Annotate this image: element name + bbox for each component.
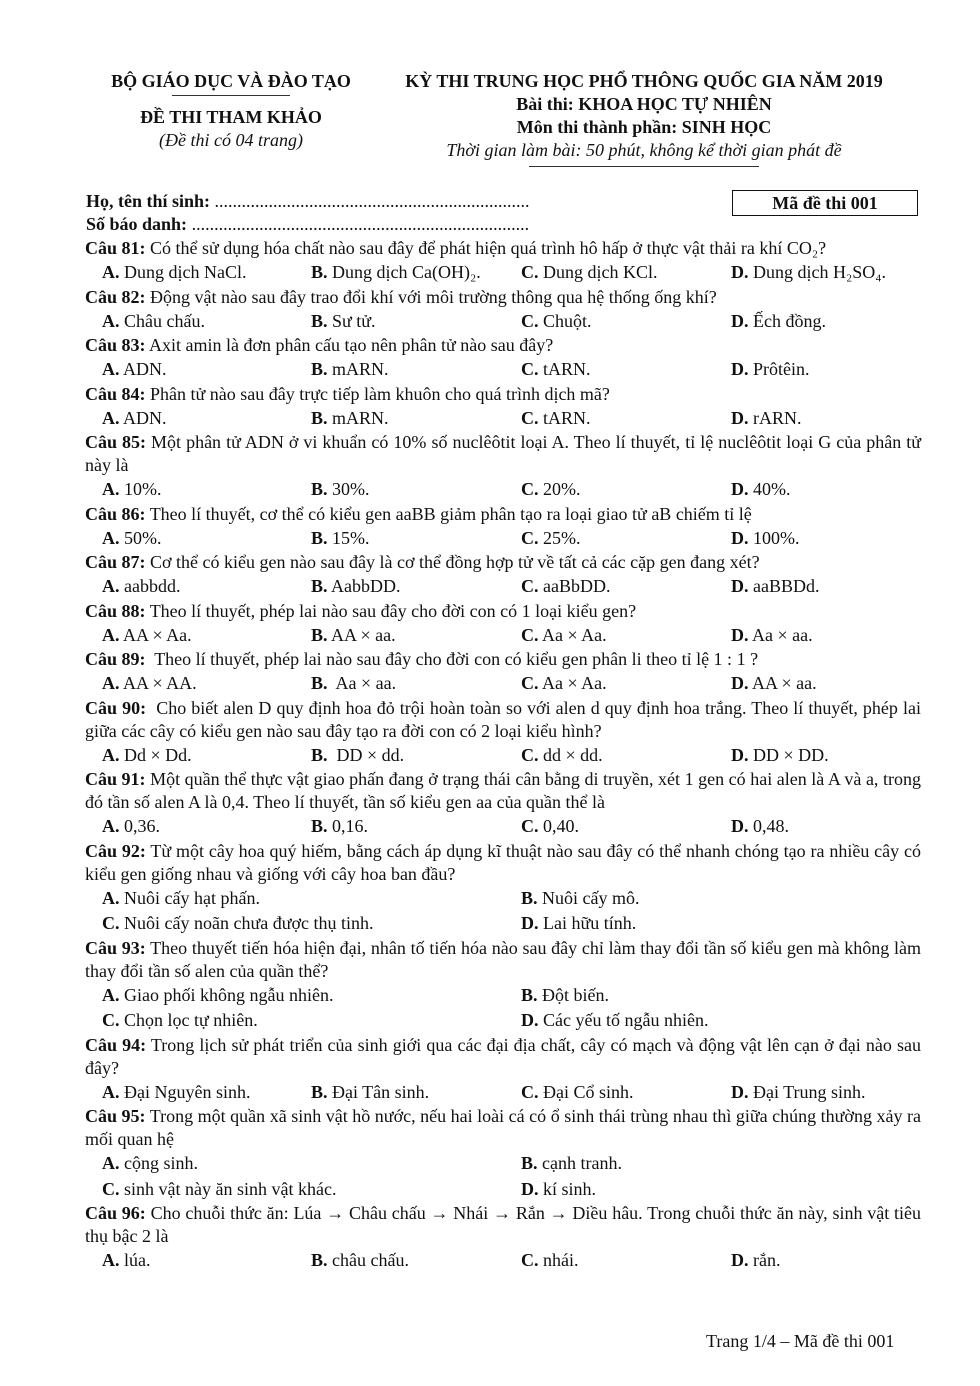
question-item bbox=[85, 286, 921, 335]
option-letter: D. bbox=[731, 310, 749, 331]
option-text: ADN. bbox=[119, 359, 167, 379]
option-text: Nuôi cấy mô. bbox=[537, 887, 640, 908]
option-letter: B. bbox=[311, 744, 328, 765]
question-text: Một quần thể thực vật giao phấn đang ở trạng thái cân bằng di truyền, xét 1 gen có hai alen là A và a, trong đó tần số alen A là 0,4. Theo lí thuyết, tần số kiểu gen aa của quần thể là bbox=[85, 769, 926, 812]
question-list bbox=[85, 237, 926, 1274]
test-name: Bài thi: KHOA HỌC TỰ NHIÊN bbox=[516, 94, 772, 114]
answer-options-row bbox=[85, 911, 921, 937]
answer-option[interactable] bbox=[102, 478, 162, 501]
option-letter: B. bbox=[311, 816, 328, 836]
answer-option[interactable] bbox=[731, 358, 810, 381]
option-text: 25%. bbox=[538, 527, 581, 548]
answer-option[interactable] bbox=[731, 310, 826, 333]
option-letter: C. bbox=[521, 744, 539, 765]
option-letter: B. bbox=[311, 527, 328, 548]
answer-option[interactable] bbox=[521, 815, 579, 838]
answer-option[interactable] bbox=[102, 912, 373, 935]
question-item bbox=[85, 648, 921, 697]
option-letter: C. bbox=[102, 1010, 120, 1030]
answer-option[interactable] bbox=[102, 744, 192, 767]
answer-option[interactable] bbox=[102, 672, 197, 695]
answer-option[interactable] bbox=[731, 744, 829, 767]
option-text: AA × AA. bbox=[119, 673, 197, 693]
option-text: 0,16. bbox=[327, 816, 369, 836]
answer-options-row bbox=[85, 983, 921, 1009]
answer-option[interactable] bbox=[521, 984, 609, 1007]
header-right-divider bbox=[529, 166, 759, 167]
option-letter: B. bbox=[311, 359, 328, 379]
exam-kind: ĐỀ THI THAM KHẢO bbox=[140, 107, 322, 127]
option-letter: A. bbox=[102, 262, 120, 282]
question-number: Câu 92: bbox=[85, 840, 146, 861]
answer-option[interactable] bbox=[102, 358, 167, 381]
option-letter: B. bbox=[311, 262, 328, 282]
question-text: Từ một cây hoa quý hiếm, bằng cách áp dụng kĩ thuật nào sau đây có thể nhanh chóng tạo ra nhiều cây có kiểu gen giống nhau và giống với cây hoa ban đầu? bbox=[85, 840, 926, 884]
option-letter: A. bbox=[102, 816, 120, 836]
answer-option[interactable] bbox=[311, 478, 370, 501]
answer-option[interactable] bbox=[731, 407, 802, 430]
option-letter: D. bbox=[731, 576, 749, 596]
option-letter: D. bbox=[731, 624, 749, 645]
answer-option[interactable] bbox=[311, 310, 376, 333]
option-letter: D. bbox=[731, 262, 749, 282]
option-letter: B. bbox=[521, 887, 538, 908]
option-text: 0,48. bbox=[748, 816, 789, 836]
question-stem bbox=[85, 648, 921, 671]
answer-option[interactable] bbox=[311, 358, 389, 381]
question-text: Trong lịch sử phát triển của sinh giới qua các đại địa chất, cây có mạch và động vật lên cạn ở đại nào sau đây? bbox=[85, 1034, 926, 1078]
option-text: Đột biến. bbox=[537, 984, 610, 1005]
option-text: 15%. bbox=[327, 527, 370, 548]
option-text: DD × DD. bbox=[748, 744, 829, 765]
answer-option[interactable] bbox=[521, 261, 658, 284]
answer-option[interactable] bbox=[311, 744, 404, 767]
question-text: Theo lí thuyết, cơ thể có kiểu gen aaBB giảm phân tạo ra loại giao tử aB chiếm tỉ lệ bbox=[145, 503, 752, 524]
question-text: Một phân tử ADN ở vi khuẩn có 10% số nuclêôtit loại A. Theo lí thuyết, tỉ lệ nuclêôtit loại G của phân tử này là bbox=[85, 432, 926, 475]
question-item bbox=[85, 1202, 926, 1274]
option-letter: B. bbox=[521, 984, 538, 1005]
answer-options-row bbox=[85, 406, 921, 432]
option-letter: D. bbox=[731, 816, 749, 836]
answer-option[interactable] bbox=[731, 1081, 866, 1104]
option-letter: C. bbox=[521, 359, 539, 379]
question-stem bbox=[85, 503, 921, 526]
question-text: Cho chuỗi thức ăn: Lúa → Châu chấu → Nhái → Rắn → Diều hâu. Trong chuỗi thức ăn này, sinh vật tiêu thụ bậc 2 là bbox=[85, 1203, 926, 1246]
option-letter: C. bbox=[102, 1178, 120, 1199]
answer-option[interactable] bbox=[311, 672, 396, 695]
option-letter: B. bbox=[311, 576, 328, 596]
option-letter: D. bbox=[731, 407, 749, 428]
answer-option[interactable] bbox=[311, 815, 368, 838]
answer-options-row bbox=[85, 743, 921, 769]
pages-note: (Đề thi có 04 trang) bbox=[159, 130, 303, 150]
option-letter: C. bbox=[521, 576, 539, 596]
question-stem bbox=[85, 1034, 926, 1080]
option-letter: B. bbox=[311, 624, 328, 645]
question-item bbox=[85, 697, 926, 769]
option-text: 40%. bbox=[748, 479, 791, 499]
answer-option[interactable] bbox=[521, 1009, 708, 1032]
option-text: Đại Trung sinh. bbox=[748, 1081, 866, 1102]
answer-option[interactable] bbox=[521, 310, 592, 333]
option-text: 0,36. bbox=[119, 816, 160, 836]
option-text: AA × aa. bbox=[327, 624, 396, 645]
answer-options-row bbox=[85, 309, 921, 335]
header-left-divider bbox=[172, 95, 290, 96]
question-item bbox=[85, 334, 921, 383]
option-letter: A. bbox=[102, 527, 120, 548]
option-text: nhái. bbox=[538, 1250, 579, 1270]
question-number: Câu 85: bbox=[85, 432, 147, 452]
answer-option[interactable] bbox=[102, 1081, 250, 1104]
answer-options-row bbox=[85, 671, 921, 697]
question-number: Câu 91: bbox=[85, 769, 146, 789]
student-name-label: Họ, tên thí sinh: bbox=[86, 191, 211, 211]
option-letter: A. bbox=[102, 1081, 120, 1102]
option-letter: A. bbox=[102, 744, 120, 765]
option-letter: B. bbox=[311, 310, 328, 331]
answer-option[interactable] bbox=[521, 672, 607, 695]
option-letter: C. bbox=[521, 310, 539, 331]
answer-options-row bbox=[85, 477, 921, 503]
option-text: rARN. bbox=[748, 407, 802, 428]
option-letter: D. bbox=[731, 359, 749, 379]
answer-options-row bbox=[85, 357, 921, 383]
question-item bbox=[85, 503, 921, 552]
option-letter: C. bbox=[521, 407, 539, 428]
answer-option[interactable] bbox=[731, 261, 886, 284]
option-text: AA × aa. bbox=[748, 673, 817, 693]
question-number: Câu 84: bbox=[85, 383, 146, 404]
question-text: Theo lí thuyết, phép lai nào sau đây cho đời con có kiểu gen phân li theo tỉ lệ 1 : 1 ? bbox=[145, 649, 759, 669]
option-letter: B. bbox=[311, 673, 328, 693]
question-item bbox=[85, 383, 921, 432]
answer-option[interactable] bbox=[102, 815, 160, 838]
question-stem bbox=[85, 237, 921, 260]
answer-options-row bbox=[85, 1151, 921, 1177]
option-text: rắn. bbox=[748, 1250, 781, 1270]
question-number: Câu 83: bbox=[85, 335, 146, 355]
option-text: AA × Aa. bbox=[119, 624, 192, 645]
answer-options-row bbox=[85, 814, 921, 840]
option-text: Aa × Aa. bbox=[538, 673, 607, 693]
answer-option[interactable] bbox=[102, 1152, 198, 1175]
answer-options-row bbox=[85, 1080, 921, 1106]
option-letter: A. bbox=[102, 359, 120, 379]
answer-option[interactable] bbox=[731, 478, 791, 501]
option-text: Aa × aa. bbox=[748, 624, 813, 645]
question-number: Câu 96: bbox=[85, 1203, 146, 1223]
option-text: tARN. bbox=[538, 407, 591, 428]
option-text: AabbDD. bbox=[327, 576, 401, 596]
answer-options-row bbox=[85, 886, 921, 912]
question-stem bbox=[85, 600, 921, 623]
option-text: Châu chấu. bbox=[119, 310, 205, 331]
option-letter: D. bbox=[521, 1010, 539, 1030]
question-item bbox=[85, 237, 921, 286]
answer-option[interactable] bbox=[102, 261, 246, 284]
question-text: Theo thuyết tiến hóa hiện đại, nhân tố tiến hóa nào sau đây chỉ làm thay đổi tần số kiểu gen mà không làm thay đổi tần số alen của quần thể? bbox=[85, 937, 926, 981]
option-letter: A. bbox=[102, 407, 120, 428]
option-text: Ếch đồng. bbox=[748, 310, 826, 331]
header-right bbox=[372, 70, 916, 173]
answer-options-row bbox=[85, 526, 921, 552]
option-text: lúa. bbox=[119, 1250, 151, 1270]
question-stem bbox=[85, 1202, 926, 1248]
question-number: Câu 81: bbox=[85, 238, 146, 258]
question-text: Cơ thể có kiểu gen nào sau đây là cơ thể đồng hợp tử về tất cả các cặp gen đang xét? bbox=[145, 552, 760, 572]
question-item bbox=[85, 840, 926, 937]
option-text: mARN. bbox=[327, 407, 389, 428]
answer-option[interactable] bbox=[521, 527, 581, 550]
answer-option[interactable] bbox=[102, 624, 192, 647]
question-stem bbox=[85, 768, 926, 814]
answer-option[interactable] bbox=[731, 815, 789, 838]
subject-name: Môn thi thành phần: SINH HỌC bbox=[516, 117, 772, 137]
option-letter: D. bbox=[731, 744, 749, 765]
answer-option[interactable] bbox=[311, 407, 389, 430]
question-stem bbox=[85, 431, 926, 477]
question-item bbox=[85, 768, 926, 840]
answer-option[interactable] bbox=[311, 1249, 409, 1272]
option-text: Dung dịch NaCl. bbox=[119, 262, 247, 282]
question-text: Phân tử nào sau đây trực tiếp làm khuôn cho quá trình dịch mã? bbox=[145, 383, 610, 404]
question-number: Câu 89: bbox=[85, 649, 146, 669]
question-stem bbox=[85, 840, 926, 886]
question-stem bbox=[85, 1105, 926, 1151]
answer-option[interactable] bbox=[311, 261, 481, 284]
time-note: Thời gian làm bài: 50 phút, không kể thời gian phát đề bbox=[446, 140, 842, 160]
option-text: Chuột. bbox=[538, 310, 592, 331]
option-letter: D. bbox=[731, 1250, 749, 1270]
exam-code-box: Mã đề thi 001 bbox=[732, 190, 918, 216]
answer-option[interactable] bbox=[521, 624, 607, 647]
question-stem bbox=[85, 551, 921, 574]
question-number: Câu 93: bbox=[85, 937, 146, 958]
option-text: 30%. bbox=[327, 479, 370, 499]
answer-option[interactable] bbox=[311, 624, 396, 647]
question-stem bbox=[85, 383, 921, 406]
exam-title: KỲ THI TRUNG HỌC PHỔ THÔNG QUỐC GIA NĂM 2019 bbox=[405, 71, 883, 91]
option-text: Dung dịch H₂SO₄. bbox=[748, 262, 887, 282]
option-text: Lai hữu tính. bbox=[538, 913, 637, 933]
answer-option[interactable] bbox=[102, 984, 333, 1007]
option-letter: D. bbox=[521, 913, 539, 933]
option-text: Dung dịch Ca(OH)₂. bbox=[327, 262, 481, 282]
option-letter: B. bbox=[311, 1250, 328, 1270]
question-item bbox=[85, 551, 921, 600]
question-stem bbox=[85, 937, 926, 983]
option-letter: B. bbox=[521, 1153, 538, 1173]
answer-option[interactable] bbox=[521, 407, 591, 430]
answer-option[interactable] bbox=[731, 1249, 780, 1272]
answer-option[interactable] bbox=[521, 575, 610, 598]
answer-option[interactable] bbox=[311, 527, 370, 550]
option-letter: C. bbox=[521, 624, 539, 645]
answer-option[interactable] bbox=[102, 527, 162, 550]
option-text: cộng sinh. bbox=[119, 1153, 198, 1173]
answer-option[interactable] bbox=[521, 1081, 634, 1104]
option-text: 20%. bbox=[538, 479, 581, 499]
option-text: ADN. bbox=[119, 407, 167, 428]
option-text: Aa × Aa. bbox=[538, 624, 607, 645]
option-letter: A. bbox=[102, 984, 120, 1005]
option-text: Nuôi cấy noãn chưa được thụ tinh. bbox=[119, 913, 374, 933]
option-letter: A. bbox=[102, 576, 120, 596]
option-text: Đại Nguyên sinh. bbox=[119, 1081, 251, 1102]
answer-options-row bbox=[85, 1177, 921, 1203]
option-text: 100%. bbox=[748, 527, 800, 548]
question-number: Câu 90: bbox=[85, 697, 147, 718]
option-text: cạnh tranh. bbox=[537, 1153, 622, 1173]
option-letter: A. bbox=[102, 1250, 120, 1270]
question-text: Axit amin là đơn phân cấu tạo nên phân tử nào sau đây? bbox=[145, 335, 554, 355]
question-number: Câu 88: bbox=[85, 600, 146, 621]
option-text: mARN. bbox=[327, 359, 389, 379]
option-text: Prôtêin. bbox=[748, 359, 810, 379]
answer-option[interactable] bbox=[102, 1178, 336, 1201]
option-text: tARN. bbox=[538, 359, 591, 379]
answer-option[interactable] bbox=[521, 887, 640, 910]
student-info bbox=[86, 190, 530, 236]
student-id-field[interactable]: ........................................................................... bbox=[191, 214, 530, 234]
option-letter: B. bbox=[311, 407, 328, 428]
answer-options-row bbox=[85, 260, 921, 286]
student-id-label: Số báo danh: bbox=[86, 214, 188, 234]
option-text: DD × dd. bbox=[327, 744, 405, 765]
answer-option[interactable] bbox=[102, 407, 167, 430]
question-item bbox=[85, 1034, 926, 1106]
question-text: Động vật nào sau đây trao đổi khí với môi trường thông qua hệ thống ống khí? bbox=[145, 286, 717, 307]
option-text: 50%. bbox=[119, 527, 162, 548]
option-text: Chọn lọc tự nhiên. bbox=[119, 1010, 258, 1030]
option-letter: B. bbox=[311, 1081, 328, 1102]
option-letter: B. bbox=[311, 479, 328, 499]
option-letter: C. bbox=[521, 1081, 539, 1102]
option-letter: A. bbox=[102, 1153, 120, 1173]
option-letter: A. bbox=[102, 673, 120, 693]
answer-option[interactable] bbox=[731, 575, 820, 598]
question-text: Trong một quần xã sinh vật hồ nước, nếu hai loài cá có ổ sinh thái trùng nhau thì giữa chúng thường xảy ra mối quan hệ bbox=[85, 1106, 926, 1149]
header-left bbox=[86, 70, 376, 152]
question-stem bbox=[85, 697, 926, 743]
question-number: Câu 94: bbox=[85, 1034, 147, 1055]
option-letter: A. bbox=[102, 624, 120, 645]
student-name-field[interactable]: ...................................................................... bbox=[214, 191, 530, 211]
option-text: Dung dịch KCl. bbox=[538, 262, 658, 282]
answer-option[interactable] bbox=[521, 478, 581, 501]
option-text: Aa × aa. bbox=[327, 673, 397, 693]
option-letter: C. bbox=[102, 913, 120, 933]
question-number: Câu 87: bbox=[85, 552, 146, 572]
question-text: Cho biết alen D quy định hoa đỏ trội hoàn toàn so với alen d quy định hoa trắng. Theo lí thuyết, phép lai giữa các cây có kiểu gen nào sau đây tạo ra đời con có 2 loại kiểu hình? bbox=[85, 697, 926, 741]
option-letter: D. bbox=[731, 527, 749, 548]
answer-option[interactable] bbox=[521, 912, 636, 935]
question-stem bbox=[85, 334, 921, 357]
option-text: Sư tử. bbox=[327, 310, 376, 331]
option-text: Đại Tân sinh. bbox=[327, 1081, 430, 1102]
question-item bbox=[85, 1105, 926, 1202]
question-number: Câu 82: bbox=[85, 286, 146, 307]
answer-options-row bbox=[85, 1248, 921, 1274]
question-text: Có thể sử dụng hóa chất nào sau đây để phát hiện quá trình hô hấp ở thực vật thải ra khí CO₂? bbox=[145, 238, 827, 258]
option-letter: C. bbox=[521, 673, 539, 693]
option-letter: D. bbox=[731, 479, 749, 499]
answer-option[interactable] bbox=[731, 527, 800, 550]
option-text: kí sinh. bbox=[538, 1178, 597, 1199]
option-letter: C. bbox=[521, 262, 539, 282]
answer-option[interactable] bbox=[521, 1249, 579, 1272]
option-text: aaBBDd. bbox=[748, 576, 820, 596]
option-text: 10%. bbox=[119, 479, 162, 499]
question-item bbox=[85, 600, 921, 649]
option-letter: C. bbox=[521, 816, 539, 836]
answer-option[interactable] bbox=[521, 744, 603, 767]
answer-option[interactable] bbox=[102, 887, 260, 910]
option-text: Nuôi cấy hạt phấn. bbox=[119, 887, 260, 908]
answer-option[interactable] bbox=[521, 1178, 596, 1201]
question-number: Câu 95: bbox=[85, 1106, 146, 1126]
option-letter: C. bbox=[521, 479, 539, 499]
answer-option[interactable] bbox=[102, 1249, 151, 1272]
answer-option[interactable] bbox=[311, 1081, 429, 1104]
option-text: Giao phối không ngẫu nhiên. bbox=[119, 984, 334, 1005]
option-letter: D. bbox=[731, 673, 749, 693]
option-text: aabbdd. bbox=[119, 576, 181, 596]
answer-options-row bbox=[85, 574, 921, 600]
ministry-name: BỘ GIÁO DỤC VÀ ĐÀO TẠO bbox=[111, 71, 351, 91]
option-text: châu chấu. bbox=[327, 1250, 409, 1270]
option-letter: C. bbox=[521, 1250, 539, 1270]
answer-options-row bbox=[85, 623, 921, 649]
question-stem bbox=[85, 286, 921, 309]
option-letter: D. bbox=[731, 1081, 749, 1102]
option-letter: C. bbox=[521, 527, 539, 548]
question-item bbox=[85, 937, 926, 1034]
option-letter: A. bbox=[102, 479, 120, 499]
question-number: Câu 86: bbox=[85, 503, 146, 524]
answer-option[interactable] bbox=[731, 672, 817, 695]
answer-option[interactable] bbox=[521, 358, 591, 381]
option-text: aaBbDD. bbox=[538, 576, 611, 596]
option-text: Đại Cổ sinh. bbox=[538, 1081, 634, 1102]
answer-options-row bbox=[85, 1008, 921, 1034]
option-text: sinh vật này ăn sinh vật khác. bbox=[119, 1178, 337, 1199]
option-text: dd × dd. bbox=[538, 744, 603, 765]
answer-option[interactable] bbox=[521, 1152, 622, 1175]
question-item bbox=[85, 431, 926, 503]
option-text: Dd × Dd. bbox=[119, 744, 192, 765]
option-letter: D. bbox=[521, 1178, 539, 1199]
answer-option[interactable] bbox=[731, 624, 813, 647]
option-text: 0,40. bbox=[538, 816, 579, 836]
question-text: Theo lí thuyết, phép lai nào sau đây cho đời con có 1 loại kiểu gen? bbox=[145, 600, 637, 621]
page-footer: Trang 1/4 – Mã đề thi 001 bbox=[706, 1331, 895, 1351]
option-letter: A. bbox=[102, 310, 120, 331]
option-text: Các yếu tố ngẫu nhiên. bbox=[538, 1010, 709, 1030]
option-letter: A. bbox=[102, 887, 120, 908]
answer-option[interactable] bbox=[102, 310, 205, 333]
answer-option[interactable] bbox=[102, 575, 180, 598]
answer-option[interactable] bbox=[311, 575, 401, 598]
answer-option[interactable] bbox=[102, 1009, 258, 1032]
